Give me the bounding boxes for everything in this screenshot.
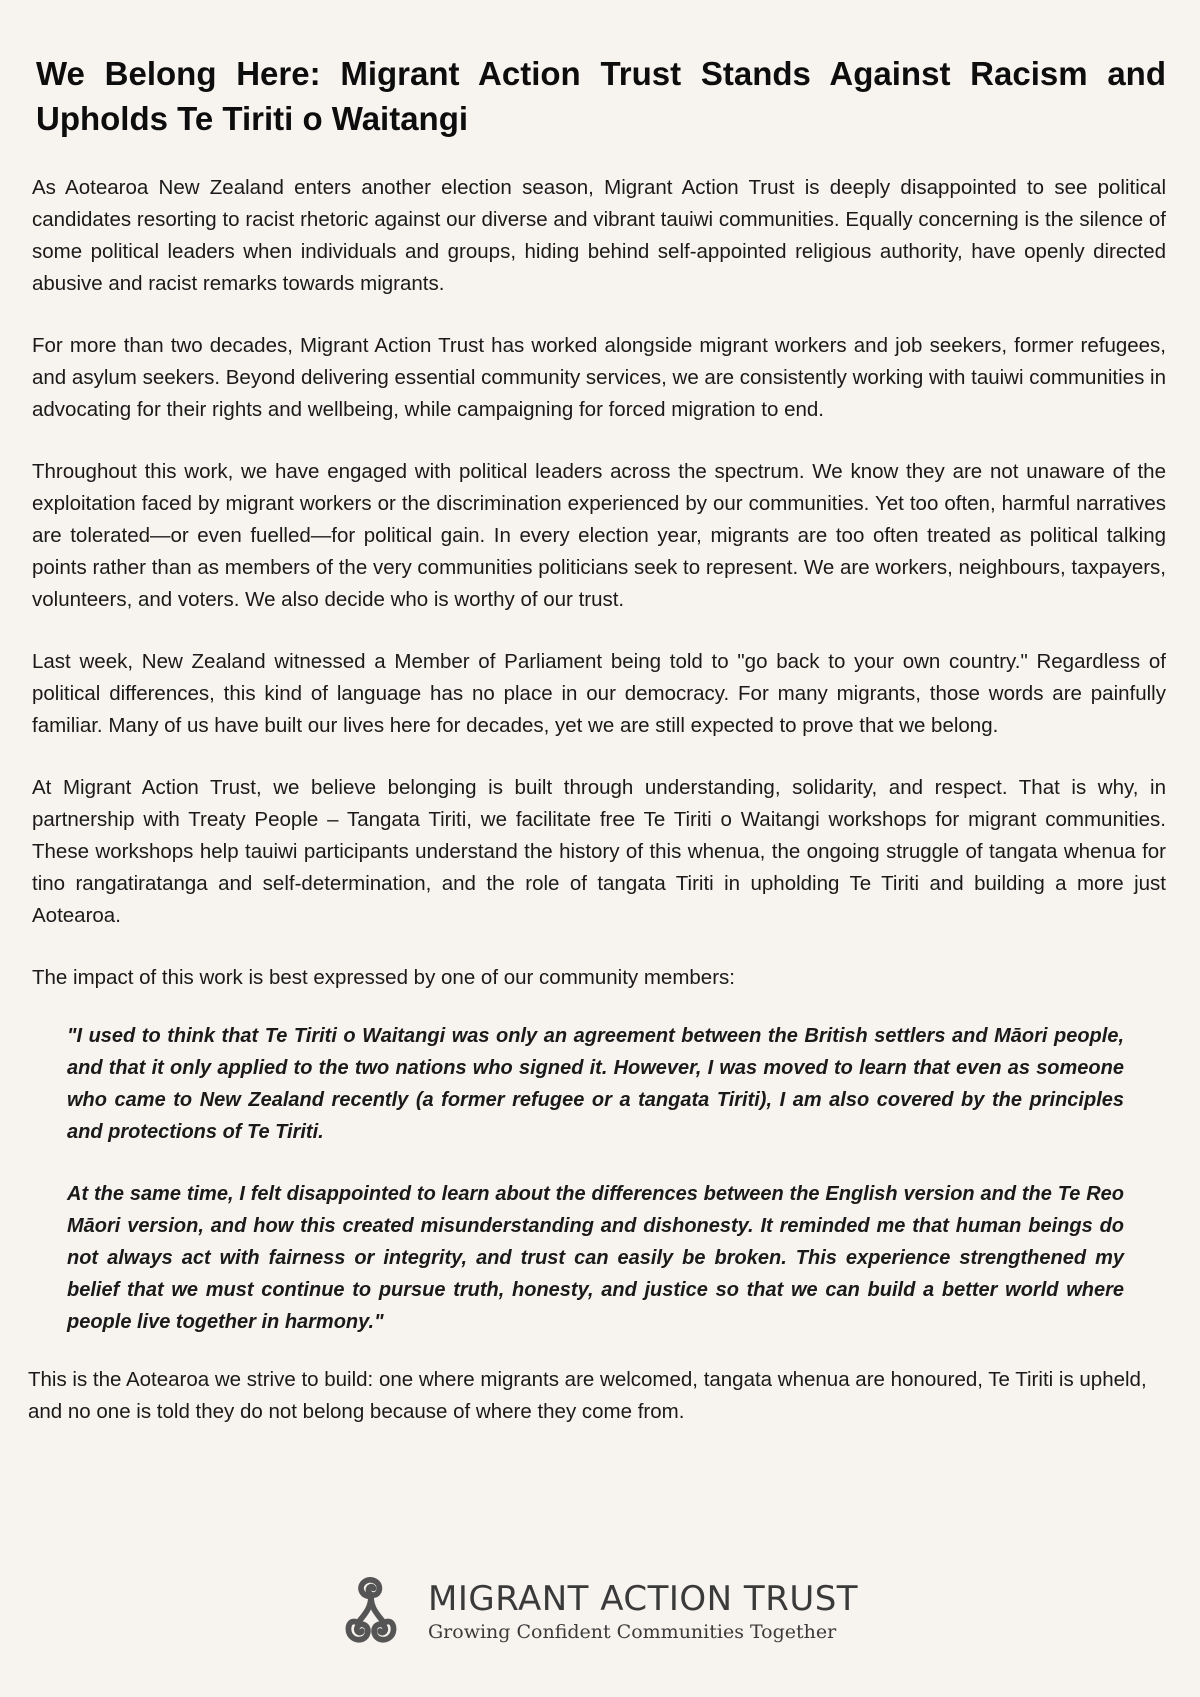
community-quote	[67, 1020, 1124, 1338]
paragraph-last-week: Last week, New Zealand witnessed a Member of Parliament being told to "go back to your own country." Regardless of political differences, this kind of language has no place in our democracy. For many migrants, those words are painfully familiar. Many of us have built our lives here for decades, yet we are still expected to prove that we belong.	[32, 649, 1166, 737]
logo-text	[428, 1578, 859, 1645]
article-title: We Belong Here: Migrant Action Trust Stands Against Racism and Upholds Te Tiriti o Waitangi	[36, 55, 1166, 137]
organization-logo	[330, 1572, 858, 1654]
logo-tagline: Growing Confident Communities Together	[428, 1621, 837, 1644]
quote-paragraph-1: "I used to think that Te Tiriti o Waitangi was only an agreement between the British settlers and Māori people, and that it only applied to the two nations who signed it. However, I was moved to learn that even as someone who came to New Zealand recently (a former refugee or a tangata Tiriti), I am also covered by the principles and protections of Te Tiriti.	[67, 1024, 1124, 1143]
paragraph-election-season: As Aotearoa New Zealand enters another election season, Migrant Action Trust is deeply disappointed to see political candidates resorting to racist rhetoric against our diverse and vibrant tauiwi communities. Equally concerning is the silence of some political leaders when individuals and groups, hiding behind self-appointed religious authority, have openly directed abusive and racist remarks towards migrants.	[32, 175, 1166, 295]
logo-name: MIGRANT ACTION TRUST	[428, 1578, 859, 1619]
quote-lead-in: The impact of this work is best expressed by one of our community members:	[32, 965, 735, 989]
paragraph-belonging: At Migrant Action Trust, we believe belonging is built through understanding, solidarity, and respect. That is why, in partnership with Treaty People – Tangata Tiriti, we facilitate free Te Tiriti o Waitangi workshops for migrant communities. These workshops help tauiwi participants understand the history of this whenua, the ongoing struggle of tangata whenua for tino rangatiratanga and self-determination, and the role of tangata Tiriti in upholding Te Tiriti and building a more just Aotearoa.	[32, 775, 1166, 927]
paragraph-political-leaders: Throughout this work, we have engaged with political leaders across the spectrum. We know they are not unaware of the exploitation faced by migrant workers or the discrimination experienced by our communities. Yet too often, harmful narratives are tolerated—or even fuelled—for political gain. In every election year, migrants are too often treated as political talking points rather than as members of the very communities politicians seek to represent. We are workers, neighbours, taxpayers, volunteers, and voters. We also decide who is worthy of our trust.	[32, 459, 1166, 611]
triple-spiral-icon	[330, 1572, 412, 1654]
paragraph-two-decades: For more than two decades, Migrant Action Trust has worked alongside migrant workers and job seekers, former refugees, and asylum seekers. Beyond delivering essential community services, we are consistently working with tauiwi communities in advocating for their rights and wellbeing, while campaigning for forced migration to end.	[32, 333, 1166, 421]
closing-statement: This is the Aotearoa we strive to build: one where migrants are welcomed, tangata whenua are honoured, Te Tiriti is upheld, and no one is told they do not belong because of where they come from.	[28, 1367, 1147, 1423]
quote-paragraph-2: At the same time, I felt disappointed to learn about the differences between the English version and the Te Reo Māori version, and how this created misunderstanding and dishonesty. It reminded me that human beings do not always act with fairness or integrity, and trust can easily be broken. This experience strengthened my belief that we must continue to pursue truth, honesty, and justice so that we can build a better world where people live together in harmony."	[67, 1182, 1124, 1333]
